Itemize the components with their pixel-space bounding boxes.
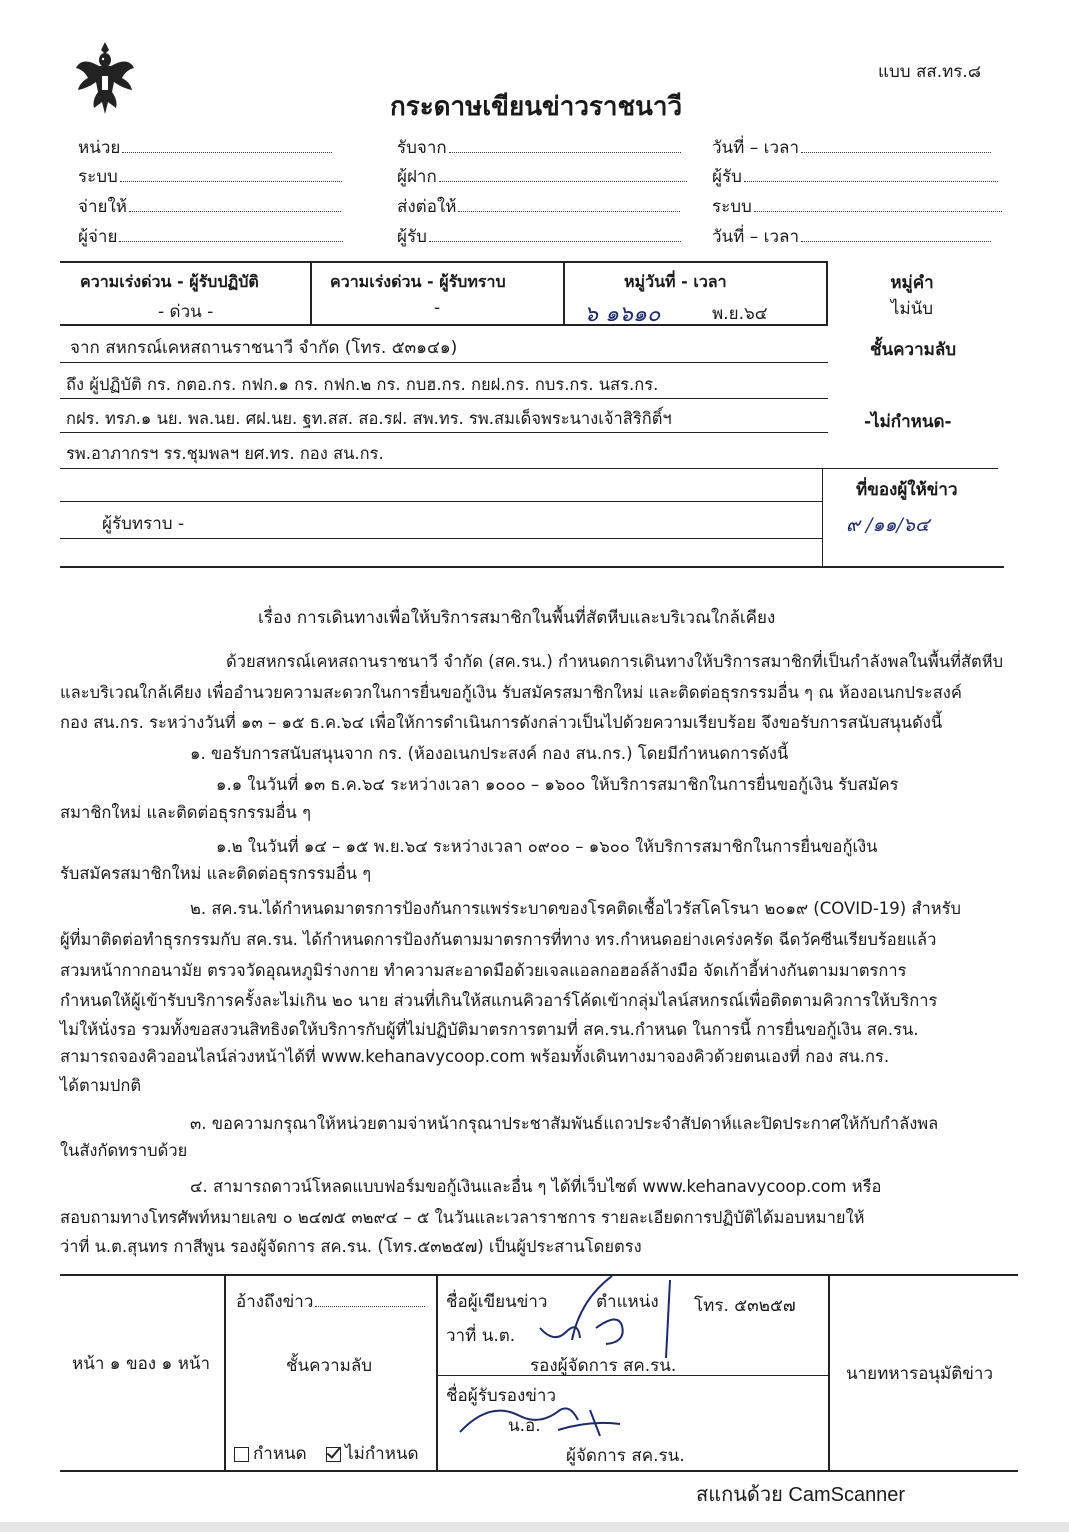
field-date-time-2: วันที่ – เวลา [712,223,991,250]
body-line: สมาชิกใหม่ และติดต่อธุรกรรมอื่น ๆ [60,803,311,822]
to-line-1: ถึง ผู้ปฏิบัติ กร. กตอ.กร. กฟก.๑ กร. กฟก.๒ กร. กบฮ.กร. กยฝ.กร. กบร.กร. นสร.กร. [66,375,659,394]
from-line: จาก สหกรณ์เคหสถานราชนาวี จำกัด (โทร. ๕๓๑๔๑) [70,338,458,358]
field-forward-to: ส่งต่อให้ [397,193,680,220]
body-line: ๔. สามารถดาวน์โหลดแบบฟอร์มขอกู้เงินและอื่น ๆ ได้ที่เว็บไซต์ www.kehanavycoop.com หรือ [190,1177,882,1196]
field-dispatcher: ผู้จ่าย [78,223,354,250]
scanner-watermark: สแกนด้วย CamScanner [696,1484,906,1506]
checkbox-defined[interactable] [234,1447,249,1462]
classification-label: ชั้นความลับ [870,340,957,360]
body-line: ๓. ขอความกรุณาให้หน่วยตามจ่าหน้ากรุณาประชาสัมพันธ์แถวประจำสัปดาห์และปิดประกาศให้กับกำลังพล [190,1114,939,1133]
footer-ref: อ้างถึงข่าว [236,1288,425,1315]
body-line: กอง สน.กร. ระหว่างวันที่ ๑๓ – ๑๕ ธ.ค.๖๔ เพื่อให้การดำเนินการดังกล่าวเป็นไปด้วยความเรียบร้อย จึงขอรับการสนับสนุนดังนี้ [60,713,943,732]
dtg-handwritten: ๖ ๑๖๑๐ [584,302,661,327]
releaser-position: ผู้จัดการ สค.รน. [566,1446,685,1466]
field-system: ระบบ [78,163,354,190]
form-title: กระดาษเขียนข่าวราชนาวี [390,92,683,122]
field-received-from: รับจาก [397,134,681,161]
body-line: สามารถจองคิวออนไลน์ล่วงหน้าได้ที่ www.kehanavycoop.com พร้อมทั้งเดินทางมาจองคิวด้วยตนเองที่ กอง สน.กร. [60,1047,890,1066]
drafter-position: รองผู้จัดการ สค.รน. [530,1356,677,1376]
body-line: กำหนดให้ผู้เข้ารับบริการครั้งละไม่เกิน ๒๐ นาย ส่วนที่เกินให้สแกนคิวอาร์โค้ดเข้ากลุ่มไลน์สหกรณ์เพื่อติดตามคิวการให้บริการ [60,991,938,1010]
subject-line: เรื่อง การเดินทางเพื่อให้บริการสมาชิกในพื้นที่สัตหีบและบริเวณใกล้เคียง [258,608,776,628]
field-unit: หน่วย [78,134,354,161]
drafter-phone: โทร. ๕๓๒๕๗ [694,1296,796,1316]
classification-value: -ไม่กำหนด- [864,412,952,432]
word-group-label: หมู่คำ ไม่นับ [890,273,934,319]
releaser-label: ชื่อผู้รับรองข่าว [446,1386,556,1406]
releaser-signature [450,1380,670,1450]
body-line: ไม่ให้นั่งรอ รวมทั้งขอสงวนสิทธิงดให้บริการกับผู้ที่ไม่ปฏิบัติมาตรการตามที่ สค.รน.กำหนด ในการนี้ การยื่นขอกู้เงิน สค.รน. [60,1020,919,1039]
drafter-rank: วาที่ น.ต. [446,1326,516,1346]
body-line: ด้วยสหกรณ์เคหสถานราชนาวี จำกัด (สค.รน.) กำหนดการเดินทางให้บริการสมาชิกที่เป็นกำลังพลในพื้นที่สัตหีบ [226,652,1004,671]
body-line: ๑.๒ ในวันที่ ๑๔ – ๑๕ พ.ย.๖๔ ระหว่างเวลา ๐๙๐๐ – ๑๖๐๐ ให้บริการสมาชิกในการยื่นขอกู้เงิน [216,837,878,856]
field-deliver-to: จ่ายให้ [78,193,354,220]
to-line-2: กฝร. ทรภ.๑ นย. พล.นย. ศฝ.นย. ฐท.สส. สอ.รฝ. สพ.ทร. รพ.สมเด็จพระนางเจ้าสิริกิติ์ฯ [66,409,672,428]
body-line: สวมหน้ากากอนามัย ตรวจวัดอุณหภูมิร่างกาย ทำความสะอาดมือด้วยเจลแอลกอฮอล์ล้างมือ จัดเก้าอี้ห่างกันตามมาตรการ [60,961,907,980]
field-depositor: ผู้ฝาก [397,163,687,190]
body-line: ได้ตามปกติ [60,1076,142,1095]
field-receiver: ผู้รับ [397,223,681,250]
field-receiver-2: ผู้รับ [712,163,998,190]
body-line: และบริเวณใกล้เคียง เพื่ออำนวยความสะดวกในการยื่นขอกู้เงิน รับสมัครสมาชิกใหม่ และติดต่อธุรกรรมอื่น ๆ ณ ห้องอเนกประสงค์ [60,683,962,702]
body-line: สอบถามทางโทรศัพท์หมายเลข ๐ ๒๔๗๕ ๓๒๙๔ – ๕ ในวันและเวลาราชการ รายละเอียดการปฏิบัติได้มอบหมายให้ [60,1208,865,1227]
position-label: ตำแหน่ง [596,1292,659,1312]
footer-page: หน้า ๑ ของ ๑ หน้า [72,1354,211,1374]
drafter-signature [520,1270,700,1360]
priority-info-label: ความเร่งด่วน - ผู้รับทราบ [330,272,506,291]
priority-action-label: ความเร่งด่วน - ผู้รับปฏิบัติ [80,272,259,291]
originator-ref-value: ๙ /๑๑/๖๔ [846,514,930,536]
form-code: แบบ สส.ทร.๘ [878,62,981,82]
priority-action-value: - ด่วน - [158,302,214,322]
checkbox-undefined[interactable] [326,1447,341,1462]
drafter-label: ชื่อผู้เขียนข่าว [446,1292,548,1312]
info-addressee: ผู้รับทราบ - [102,514,185,534]
garuda-emblem [74,38,136,120]
body-line: ในสังกัดทราบด้วย [60,1141,188,1160]
priority-info-value: - [434,298,441,318]
body-line: รับสมัครสมาชิกใหม่ และติดต่อธุรกรรมอื่น ๆ [60,864,372,883]
dtg-month: พ.ย.๖๔ [712,304,768,324]
footer-class-options: กำหนด ไม่กำหนด [234,1440,419,1467]
bottom-strip [0,1522,1069,1532]
releaser-rank: น.อ. [508,1416,541,1436]
field-system-2: ระบบ [712,193,1002,220]
originator-ref-label: ที่ของผู้ให้ข่าว [856,480,958,500]
dtg-label: หมู่วันที่ - เวลา [624,272,727,291]
footer-classification: ชั้นความลับ [286,1356,373,1376]
body-line: ๒. สค.รน.ได้กำหนดมาตรการป้องกันการแพร่ระบาดของโรคติดเชื้อไวรัสโคโรนา ๒๐๑๙ (COVID-19) สำหรับ [190,899,962,918]
field-date-time-1: วันที่ – เวลา [712,134,991,161]
body-line: ผู้ที่มาติดต่อทำธุรกรรมกับ สค.รน. ได้กำหนดการป้องกันตามมาตรการที่ทาง ทร.กำหนดอย่างเคร่งครัด ฉีดวัคซีนเรียบร้อยแล้ว [60,930,937,949]
body-line: ๑.๑ ในวันที่ ๑๓ ธ.ค.๖๔ ระหว่างเวลา ๑๐๐๐ – ๑๖๐๐ ให้บริการสมาชิกในการยื่นขอกู้เงิน รับสมัคร [216,775,899,794]
body-line: ๑. ขอรับการสนับสนุนจาก กร. (ห้องอเนกประสงค์ กอง สน.กร.) โดยมีกำหนดการดังนี้ [190,744,789,763]
to-line-3: รพ.อาภากรฯ รร.ชุมพลฯ ยศ.ทร. กอง สน.กร. [66,444,384,463]
approver-label: นายทหารอนุมัติข่าว [846,1364,994,1384]
body-line: ว่าที่ น.ต.สุนทร กาสีพูน รองผู้จัดการ สค.รน. (โทร.๕๓๒๕๗) เป็นผู้ประสานโดยตรง [60,1237,642,1256]
